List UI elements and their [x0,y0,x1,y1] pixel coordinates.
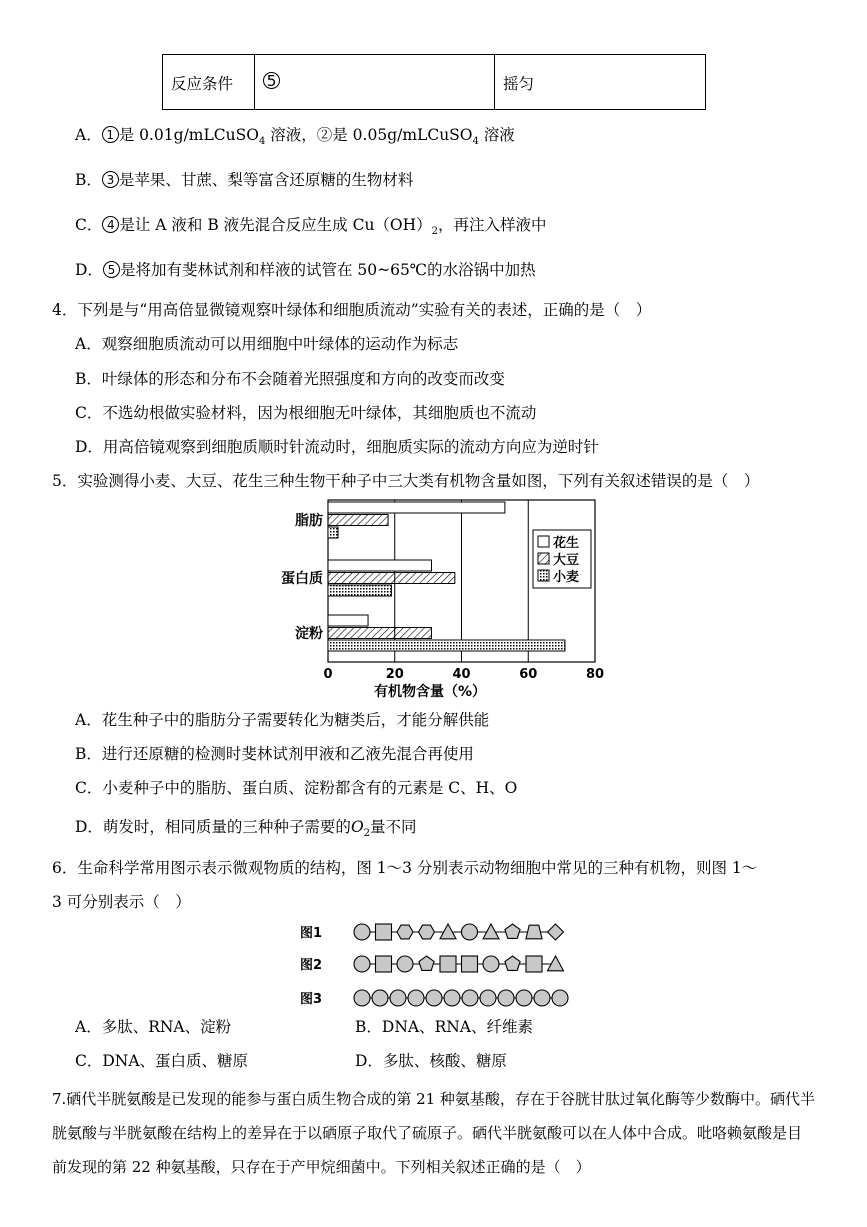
monomer-trapezoid [526,925,542,939]
q4-option-d: D．用高倍镜观察到细胞质顺时针流动时，细胞质实际的流动方向应为逆时针 [75,438,599,456]
x-tick-label: 80 [585,667,605,682]
monomer-diamond [548,924,564,940]
monomer-square [440,956,456,972]
q7-line2: 胱氨酸与半胱氨酸在结构上的差异在于以硒原子取代了硫原子。硒代半胱氨酸可以在人体中合成。吡咯赖氨酸是目 [52,1124,803,1142]
monomer-circle [444,990,460,1006]
x-tick-label: 60 [519,667,538,682]
q6-option-b: B．DNA、RNA、纤维素 [355,1018,534,1036]
figure-label: 图1 [300,926,323,941]
monomer-hexagon [419,925,435,939]
q5-stem: 5．实验测得小麦、大豆、花生三种生物干种子中三大类有机物含量如图，下列有关叙述错误的是（ ） [52,472,760,490]
monomer-circle [408,990,424,1006]
table-cell-label: 反应条件 [171,75,234,93]
figure-label: 图2 [300,958,323,973]
monomer-triangle [440,924,456,939]
bar [328,527,338,538]
q5-option-b: B．进行还原糖的检测时斐林试剂甲液和乙液先混合再使用 [75,745,474,763]
monomer-triangle [548,956,564,971]
x-axis-label: 有机物含量（%） [373,684,487,700]
monomer-circle [354,956,370,972]
monomer-triangle [483,924,499,939]
q3-option-c: C． 4 是让 A 液和 B 液先混合反应生成 $Cu(OH)_2$，再注入样液中 [75,216,547,238]
legend-swatch [538,536,549,547]
q3-option-b: B． 3 是苹果、甘蔗、梨等富含还原糖的生物材料 [75,171,414,189]
category-label: 脂肪 [295,513,323,529]
monomer-circle [516,990,532,1006]
monomer-circle [462,924,478,940]
monomer-pentagon [505,924,520,938]
monomer-hexagon [397,925,413,939]
bar [328,585,391,596]
bar [328,640,565,651]
category-label: 淀粉 [295,626,323,642]
molecule-structure-figure [300,916,580,1012]
monomer-circle [354,990,370,1006]
monomer-square [376,956,392,972]
monomer-pentagon [505,956,520,970]
legend-swatch [538,570,549,581]
q6-stem-line2: 3 可分别表示（ ） [52,893,191,911]
legend-label: 小麦 [553,570,580,585]
q6-option-c: C．DNA、蛋白质、糖原 [75,1052,249,1070]
q6-stem-line1: 6．生命科学常用图示表示微观物质的结构，图 1～3 分别表示动物细胞中常见的三种有机物，则图 1～ [52,859,758,877]
q5-option-c: C．小麦种子中的脂肪、蛋白质、淀粉都含有的元素是 C、H、O [75,779,518,797]
legend-label: 大豆 [553,553,580,568]
bar [328,615,368,626]
monomer-circle [426,990,442,1006]
monomer-circle [480,990,496,1006]
x-tick-label: 20 [385,667,404,682]
monomer-circle [498,990,514,1006]
monomer-circle [534,990,550,1006]
q5-option-d: D．萌发时，相同质量的三种种子需要的$O_2$量不同 [75,818,417,840]
monomer-circle [397,956,413,972]
legend-label: 花生 [553,536,580,551]
legend-swatch [538,553,549,564]
figure-label: 图3 [300,992,323,1007]
q5-option-a: A．花生种子中的脂肪分子需要转化为糖类后，才能分解供能 [75,711,490,729]
q4-option-a: A．观察细胞质流动可以用细胞中叶绿体的运动作为标志 [75,335,459,353]
monomer-square [462,956,478,972]
monomer-square [376,924,392,940]
q3-option-a: A． 1 是 0.01g/mLCuSO$_4$ 溶液，②是 0.05g/mLCuSO$_4$ 溶液 [75,126,515,148]
q6-option-d: D．多肽、核酸、糖原 [355,1052,507,1070]
monomer-circle [462,990,478,1006]
bar [328,628,431,639]
bar [328,502,505,513]
x-tick-label: 40 [452,667,471,682]
reaction-condition-table-row [162,54,706,110]
bar [328,515,388,526]
monomer-circle [354,924,370,940]
monomer-pentagon [419,956,434,970]
x-tick-label: 0 [323,667,333,682]
q4-stem: 4．下列是与“用高倍显微镜观察叶绿体和细胞质流动”实验有关的表述，正确的是（ ） [52,301,652,319]
monomer-circle [552,990,568,1006]
monomer-circle [372,990,388,1006]
q4-option-b: B．叶绿体的形态和分布不会随着光照强度和方向的改变而改变 [75,370,505,388]
monomer-circle [390,990,406,1006]
q3-option-d: D． 5 是将加有斐林试剂和样液的试管在 50~65℃的水浴锅中加热 [75,261,536,279]
table-cell-circle [255,55,495,109]
organic-content-bar-chart [270,492,610,702]
category-label: 蛋白质 [281,571,323,587]
circled-number: 5 [263,72,280,89]
q4-option-c: C．不选幼根做实验材料，因为根细胞无叶绿体，其细胞质也不流动 [75,404,537,422]
table-cell-condition [163,55,255,109]
q7-line1: 7.硒代半胱氨酸是已发现的能参与蛋白质生物合成的第 21 种氨基酸，存在于谷胱甘肽过氧化酶等少数酶中。硒代半 [52,1090,815,1108]
monomer-circle [483,956,499,972]
q6-option-a: A．多肽、RNA、淀粉 [75,1018,232,1036]
bar [328,573,455,584]
bar [328,560,431,571]
table-cell-shake: 摇匀 [503,75,535,93]
monomer-square [526,956,542,972]
q7-line3: 前发现的第 22 种氨基酸，只存在于产甲烷细菌中。下列相关叙述正确的是（ ） [52,1158,591,1176]
